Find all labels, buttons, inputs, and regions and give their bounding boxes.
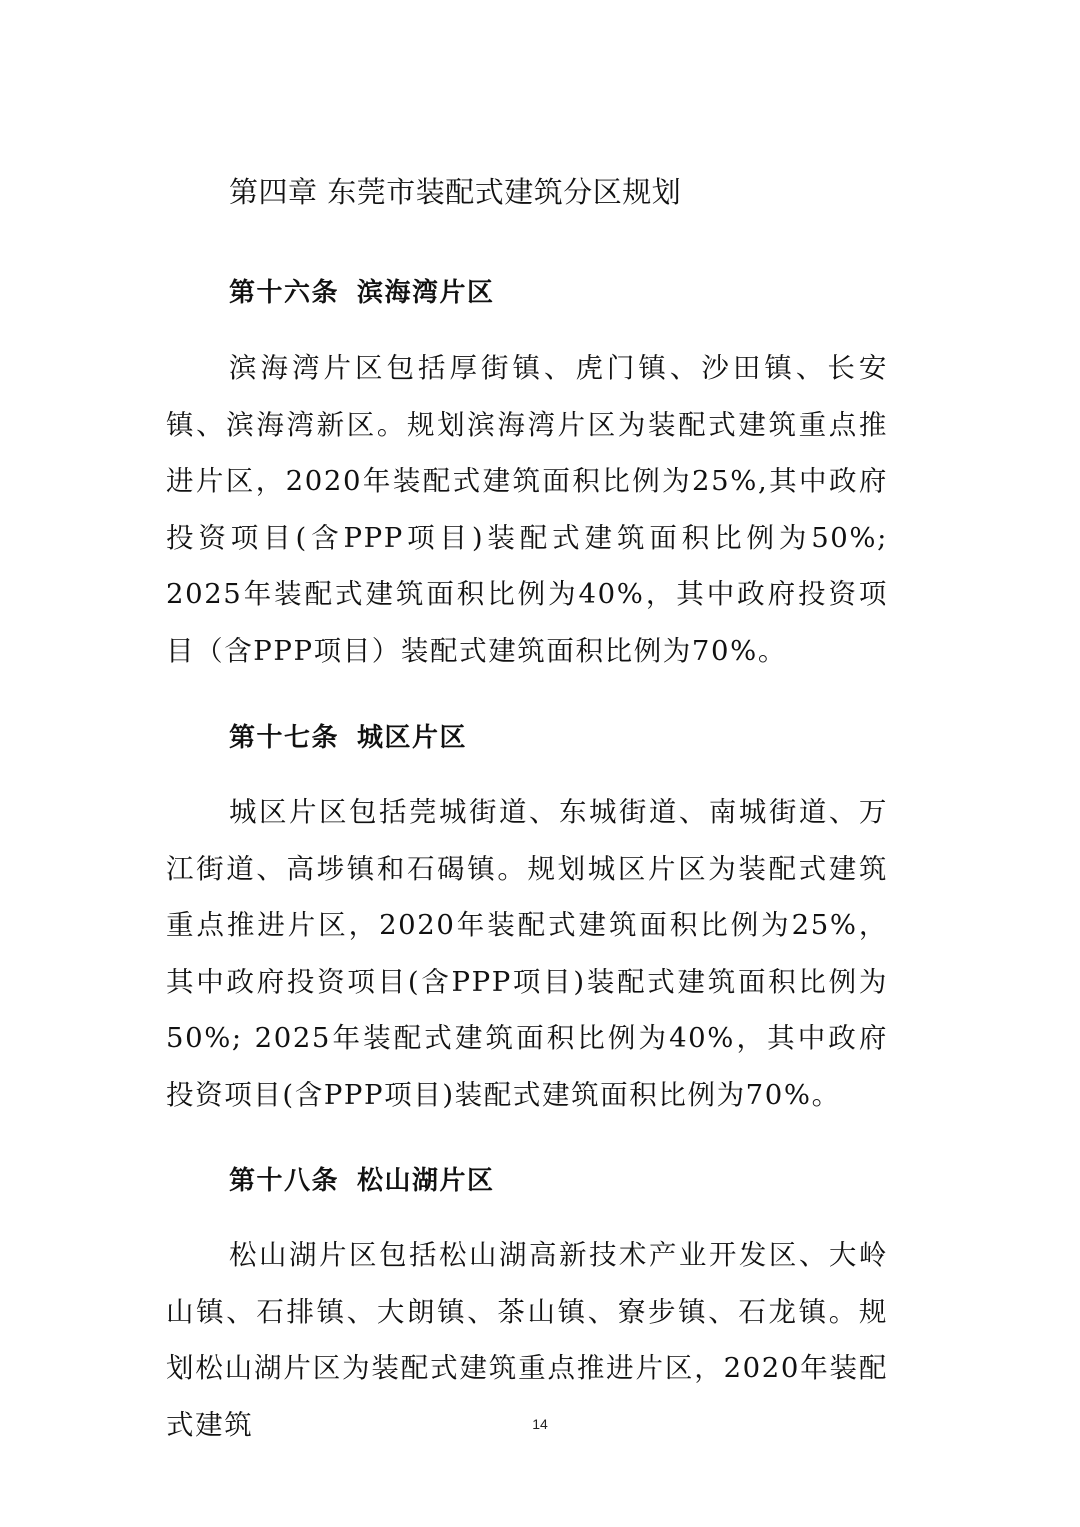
article-name: 松山湖片区 [357, 1166, 495, 1196]
article-name: 滨海湾片区 [357, 278, 495, 308]
article-number: 第十七条 [229, 723, 340, 753]
article-number: 第十八条 [229, 1166, 340, 1196]
article-heading [229, 717, 467, 754]
article-body: 松山湖片区包括松山湖高新技术产业开发区、大岭山镇、石排镇、大朗镇、茶山镇、寮步镇、石龙镇。规划松山湖片区为装配式建筑重点推进片区，2020年装配式建筑 [166, 1239, 888, 1441]
article-name: 城区片区 [357, 723, 468, 753]
article-body: 城区片区包括莞城街道、东城街道、南城街道、万江街道、高埗镇和石碣镇。规划城区片区为装配式建筑重点推进片区，2020年装配式建筑面积比例为25%，其中政府投资项目(含PPP项目)装配式建筑面积比例为50%; 2025年装配式建筑面积比例为40%，其中政府投资项目(含PPP项目)装配式建筑面积比例为70%。 [166, 796, 888, 1111]
article-body: 滨海湾片区包括厚街镇、虎门镇、沙田镇、长安镇、滨海湾新区。规划滨海湾片区为装配式建筑重点推进片区，2020年装配式建筑面积比例为25%,其中政府投资项目(含PPP项目)装配式建筑面积比例为50%; 2025年装配式建筑面积比例为40%，其中政府投资项目（含PPP项目）装配式建筑面积比例为70%。 [166, 352, 888, 667]
chapter-title: 第四章 东莞市装配式建筑分区规划 [229, 175, 682, 209]
page-number: 14 [532, 1416, 548, 1432]
article-heading [229, 272, 495, 309]
article-heading [229, 1160, 495, 1197]
article-number: 第十六条 [229, 278, 340, 308]
